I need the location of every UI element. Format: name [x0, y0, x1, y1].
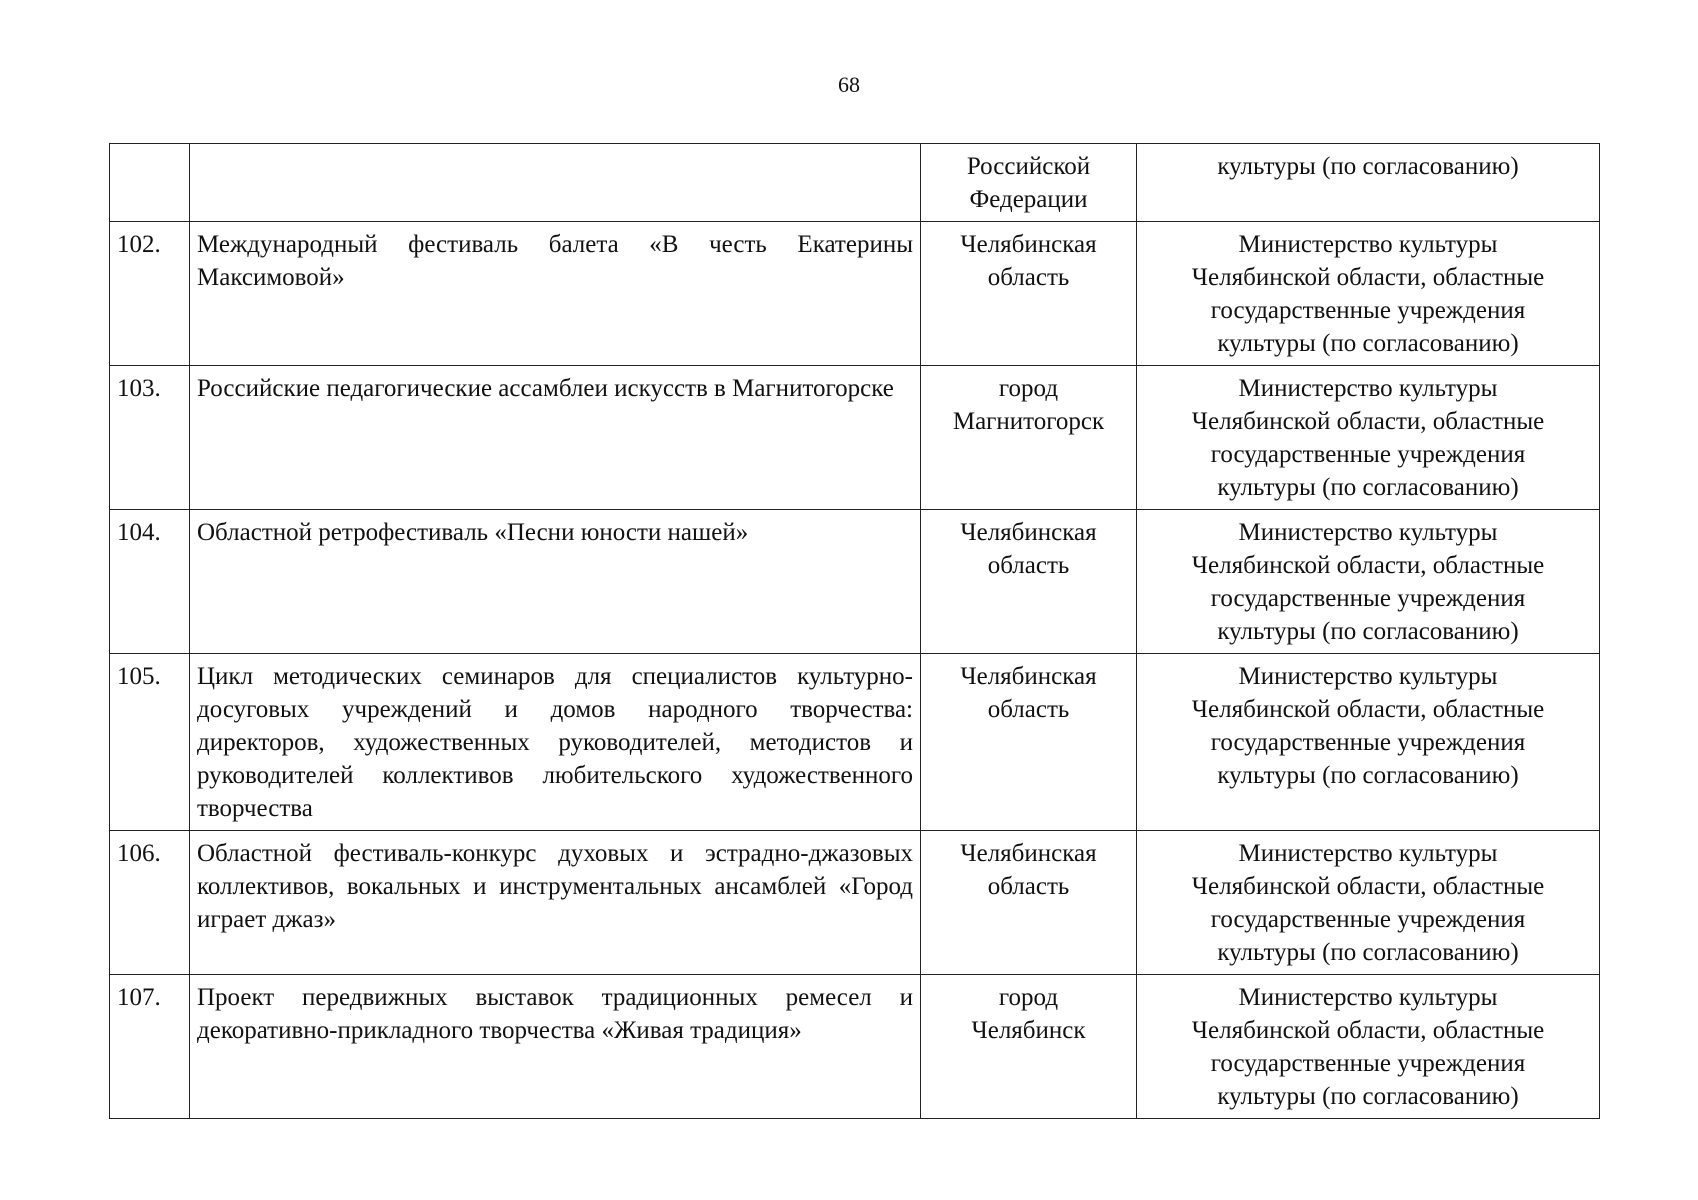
table-row: [110, 510, 1600, 654]
place-line: Челябинская: [960, 519, 1097, 546]
place-line: область: [987, 696, 1070, 723]
event-place-cell: [921, 144, 1137, 222]
event-name-cell: Проект передвижных выставок традиционных ремесел и декоративно-прикладного творчества «Живая традиция»: [190, 975, 921, 1119]
responsible-line: культуры (по согласованию): [1217, 330, 1519, 357]
responsible-cell: [1137, 654, 1600, 831]
responsible-line: Челябинской области, областные: [1191, 873, 1545, 900]
responsible-line: культуры (по согласованию): [1217, 762, 1519, 789]
responsible-line: Челябинской области, областные: [1191, 552, 1545, 579]
table-row: [110, 975, 1600, 1119]
responsible-line: культуры (по согласованию): [1217, 939, 1519, 966]
row-number-cell: [110, 144, 190, 222]
table-row: [110, 654, 1600, 831]
responsible-line: государственные учреждения: [1210, 585, 1526, 612]
event-name-cell: Областной ретрофестиваль «Песни юности нашей»: [190, 510, 921, 654]
row-number-cell: 105.: [110, 654, 190, 831]
responsible-cell: [1137, 975, 1600, 1119]
responsible-line: Министерство культуры: [1238, 663, 1498, 690]
place-line: область: [987, 264, 1070, 291]
event-name-cell: Международный фестиваль балета «В честь Екатерины Максимовой»: [190, 222, 921, 366]
place-line: город: [998, 984, 1059, 1011]
event-name-cell: Российские педагогические ассамблеи искусств в Магнитогорске: [190, 366, 921, 510]
table-row: [110, 831, 1600, 975]
responsible-line: культуры (по согласованию): [1217, 474, 1519, 501]
responsible-cell: [1137, 144, 1600, 222]
place-line: область: [987, 552, 1070, 579]
responsible-line: Министерство культуры: [1238, 840, 1498, 867]
place-line: Магнитогорск: [952, 408, 1105, 435]
responsible-line: Министерство культуры: [1238, 984, 1498, 1011]
responsible-line: Челябинской области, областные: [1191, 264, 1545, 291]
responsible-line: Челябинской области, областные: [1191, 696, 1545, 723]
responsible-line: государственные учреждения: [1210, 441, 1526, 468]
place-line: Федерации: [969, 186, 1088, 213]
place-line: Челябинская: [960, 231, 1097, 258]
page-number: 68: [838, 72, 860, 97]
event-place-cell: [921, 366, 1137, 510]
event-place-cell: [921, 510, 1137, 654]
responsible-cell: [1137, 222, 1600, 366]
responsible-line: государственные учреждения: [1210, 906, 1526, 933]
place-line: Челябинская: [960, 840, 1097, 867]
row-number-cell: 106.: [110, 831, 190, 975]
responsible-cell: [1137, 510, 1600, 654]
responsible-cell: [1137, 831, 1600, 975]
place-line: Челябинская: [960, 663, 1097, 690]
event-place-cell: [921, 975, 1137, 1119]
responsible-line: культуры (по согласованию): [1217, 618, 1519, 645]
responsible-line: Челябинской области, областные: [1191, 1017, 1545, 1044]
responsible-line: Министерство культуры: [1238, 519, 1498, 546]
place-line: Российской: [966, 153, 1091, 180]
responsible-cell: [1137, 366, 1600, 510]
responsible-line: культуры (по согласованию): [1217, 153, 1519, 180]
row-number-cell: 107.: [110, 975, 190, 1119]
responsible-line: Министерство культуры: [1238, 231, 1498, 258]
responsible-line: Челябинской области, областные: [1191, 408, 1545, 435]
row-number-cell: 103.: [110, 366, 190, 510]
row-number-cell: 104.: [110, 510, 190, 654]
event-place-cell: [921, 654, 1137, 831]
place-line: Челябинск: [971, 1017, 1086, 1044]
responsible-line: государственные учреждения: [1210, 297, 1526, 324]
table-row: [110, 222, 1600, 366]
table-row: [110, 366, 1600, 510]
place-line: область: [987, 873, 1070, 900]
event-name-cell: Цикл методических семинаров для специалистов культурно-досуговых учреждений и домов народного творчества: директоров, художественных руководителей, методистов и руководителей коллективов любительского художественного творчества: [190, 654, 921, 831]
event-place-cell: [921, 831, 1137, 975]
event-place-cell: [921, 222, 1137, 366]
events-table: [109, 143, 1600, 1119]
event-name-cell: [190, 144, 921, 222]
event-name-cell: Областной фестиваль-конкурс духовых и эстрадно-джазовых коллективов, вокальных и инструментальных ансамблей «Город играет джаз»: [190, 831, 921, 975]
table-row: [110, 144, 1600, 222]
responsible-line: государственные учреждения: [1210, 729, 1526, 756]
responsible-line: культуры (по согласованию): [1217, 1083, 1519, 1110]
responsible-line: Министерство культуры: [1238, 375, 1498, 402]
row-number-cell: 102.: [110, 222, 190, 366]
place-line: город: [998, 375, 1059, 402]
responsible-line: государственные учреждения: [1210, 1050, 1526, 1077]
